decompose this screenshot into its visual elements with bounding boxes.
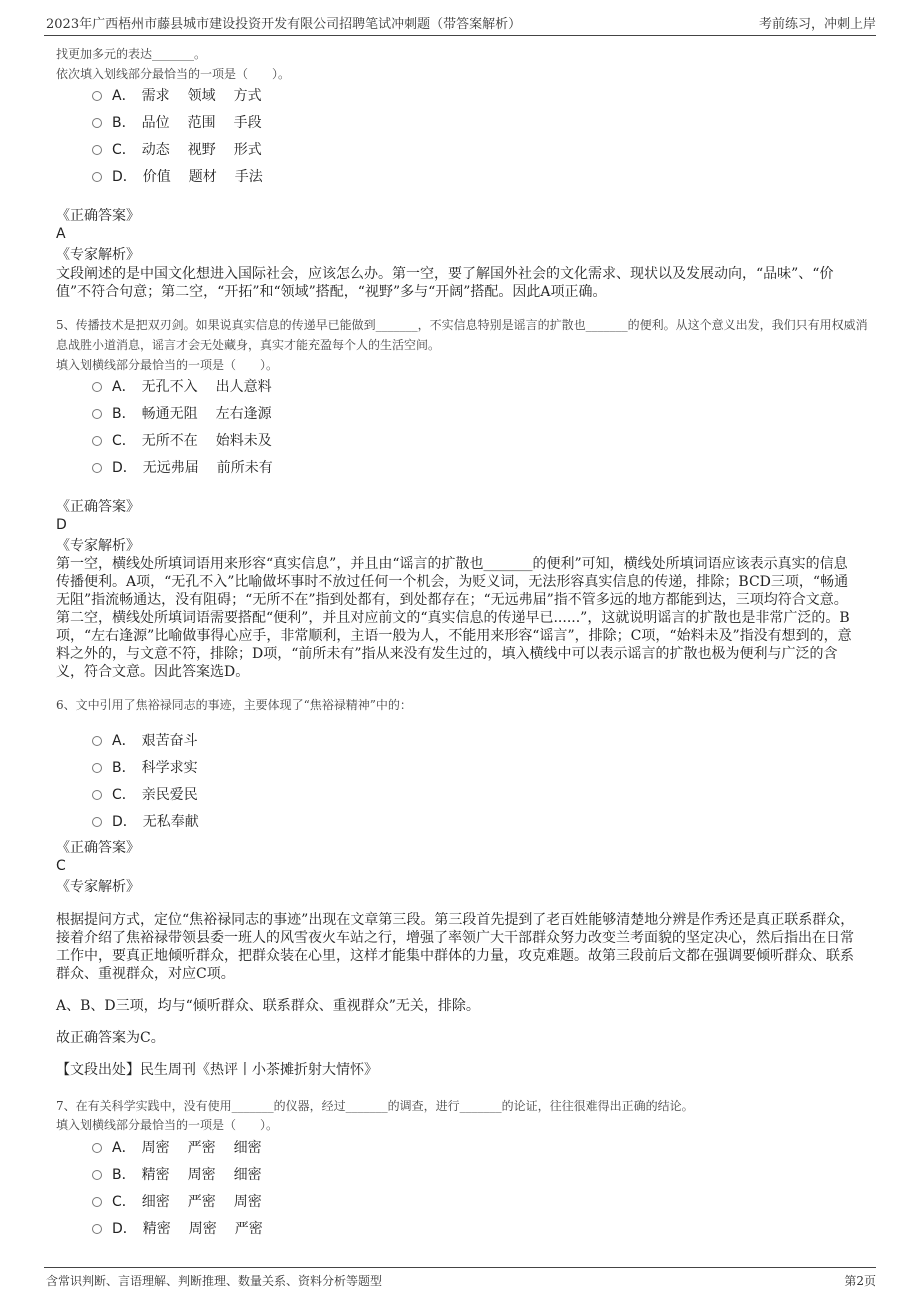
radio-icon[interactable] [92,382,102,392]
radio-icon[interactable] [92,409,102,419]
q5-answer: D [56,517,67,533]
q7-prompt: 填入划横线部分最恰当的一项是（ ）。 [56,1118,279,1132]
q7-stem: 7、在有关科学实践中，没有使用_______的仪器，经过_______的调查，进行_______的论证，往往很难得出正确的结论。 [56,1099,694,1113]
q4-answer: A [56,226,66,242]
q4-option-d[interactable]: D． 价值 题材 手法 [92,166,281,186]
radio-icon[interactable] [92,790,102,800]
q4-analysis-label: 《专家解析》 [56,247,140,263]
q6-option-a[interactable]: A． 艰苦奋斗 [92,730,216,750]
q5-option-c[interactable]: C． 无所不在 始料未及 [92,430,290,450]
radio-icon[interactable] [92,817,102,827]
footer-divider [44,1267,876,1268]
q6-analysis-label: 《专家解析》 [56,879,140,895]
q4-prompt: 依次填入划线部分最恰当的一项是（ ）。 [56,67,291,81]
q5-analysis: 第一空，横线处所填词语用来形容“真实信息”，并且由“谣言的扩散也_______的便利”可知，横线处所填词语应该表示真实的信息传播便利。A项，“无孔不入”比喻做坏事时不放过任何一个机会，为贬义词，无法形容真实信息的传递，排除；BCD三项，“畅通无阻”指流畅通达，没有阻碍；“无所不在”指到处都有，到处都存在；“无远弗届”指不管多远的地方都能到达，三项均符合文意。第二空，横线处所填词语需要搭配“便利”，并且对应前文的“真实信息的传递早已......”，这就说明谣言的扩散也是非常广泛的。B项，“左右逢源”比喻做事得心应手，非常顺利，主语一般为人，不能用来形容“谣言”，排除；C项，“始料未及”指没有想到的，意料之外的，与文意不符，排除；D项，“前所未有”指从来没有发生过的，填入横线中可以表示谣言的扩散也极为便利与广泛的含义，符合文意。因此答案选D。 [56,556,852,680]
radio-icon[interactable] [92,1224,102,1234]
q6-option-c[interactable]: C． 亲民爱民 [92,784,216,804]
q6-analysis-p1: 根据提问方式，定位“焦裕禄同志的事迹”出现在文章第三段。第三段首先提到了老百姓能够清楚地分辨是作秀还是真正联系群众，接着介绍了焦裕禄带领县委一班人的风雪夜火车站之行，增强了率领广大干部群众努力改变兰考面貌的坚定决心，然后指出在日常工作中，要真正地倾听群众，把群众装在心里，这样才能集中群体的力量，攻克难题。故第三段前后文都在强调要倾听群众、联系群众、重视群众，对应C项。 [56,912,855,982]
q6-answer-label: 《正确答案》 [56,840,140,856]
page-header [0,0,920,36]
radio-icon[interactable] [92,736,102,746]
q5-option-d[interactable]: D． 无远弗届 前所未有 [92,457,291,477]
page-number: 第2页 [844,1274,876,1288]
q5-prompt: 填入划横线部分最恰当的一项是（ ）。 [56,358,279,372]
radio-icon[interactable] [92,763,102,773]
q7-option-a[interactable]: A． 周密 严密 细密 [92,1137,280,1157]
q5-option-b[interactable]: B． 畅通无阻 左右逢源 [92,403,290,423]
q4-answer-label: 《正确答案》 [56,208,140,224]
radio-icon[interactable] [92,118,102,128]
q4-option-c[interactable]: C． 动态 视野 形式 [92,139,280,159]
radio-icon[interactable] [92,172,102,182]
q6-analysis-p3: 故正确答案为C。 [56,1030,165,1046]
radio-icon[interactable] [92,145,102,155]
q6-analysis-p2: A、B、D三项，均与“倾听群众、联系群众、重视群众”无关，排除。 [56,998,480,1014]
q7-option-c[interactable]: C． 细密 严密 周密 [92,1191,280,1211]
q5-option-a[interactable]: A． 无孔不入 出人意料 [92,376,290,396]
q4-stem-tail: 找更加多元的表达_______。 [56,47,207,61]
radio-icon[interactable] [92,463,102,473]
radio-icon[interactable] [92,1143,102,1153]
radio-icon[interactable] [92,436,102,446]
q5-answer-label: 《正确答案》 [56,499,140,515]
header-divider [44,35,876,36]
q4-option-b[interactable]: B． 品位 范围 手段 [92,112,280,132]
q6-option-d[interactable]: D． 无私奉献 [92,811,217,831]
q6-answer: C [56,858,66,874]
q6-stem: 6、文中引用了焦裕禄同志的事迹，主要体现了“焦裕禄精神”中的： [56,698,412,712]
q5-analysis-label: 《专家解析》 [56,538,140,554]
header-slogan: 考前练习，冲刺上岸 [758,17,876,32]
q7-option-d[interactable]: D． 精密 周密 严密 [92,1218,281,1238]
q4-option-a[interactable]: A． 需求 领域 方式 [92,85,280,105]
radio-icon[interactable] [92,91,102,101]
q6-source: 【文段出处】民生周刊《热评丨小茶摊折射大情怀》 [56,1062,378,1078]
document-title: 2023年广西梧州市藤县城市建设投资开发有限公司招聘笔试冲刺题（带答案解析） [46,17,522,32]
footer-categories: 含常识判断、言语理解、判断推理、数量关系、资料分析等题型 [46,1274,383,1288]
radio-icon[interactable] [92,1170,102,1180]
q6-option-b[interactable]: B． 科学求实 [92,757,216,777]
q7-option-b[interactable]: B． 精密 周密 细密 [92,1164,280,1184]
q5-stem: 5、传播技术是把双刃剑。如果说真实信息的传递早已能做到_______，不实信息特别是谣言的扩散也_______的便利。从这个意义出发，我们只有用权威消息战胜小道消息，谣言才会无处藏身，真实才能充盈每个人的生活空间。 [56,318,868,352]
q4-analysis: 文段阐述的是中国文化想进入国际社会，应该怎么办。第一空，要了解国外社会的文化需求、现状以及发展动向，“品味”、“价值”不符合句意；第二空，“开拓”和“领域”搭配，“视野”多与“开阔”搭配。因此A项正确。 [56,266,834,300]
radio-icon[interactable] [92,1197,102,1207]
